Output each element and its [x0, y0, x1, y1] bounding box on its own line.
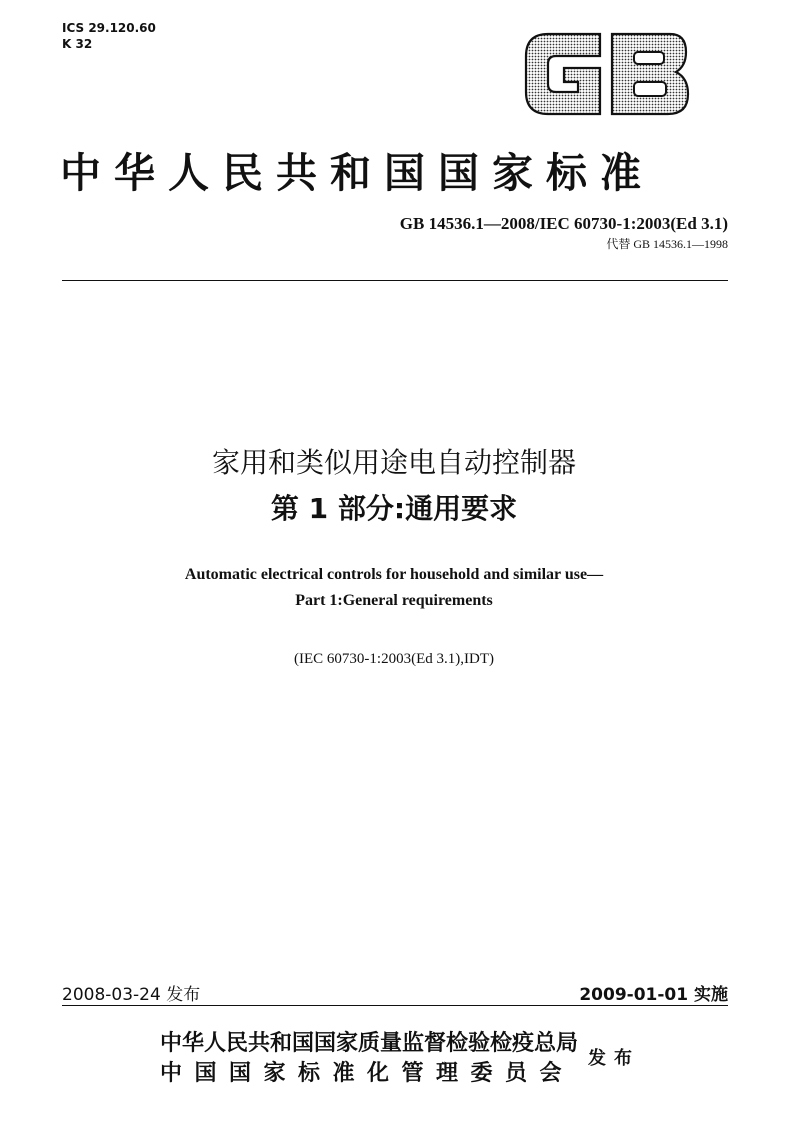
gb-logo — [522, 28, 690, 118]
bottom-divider — [62, 1005, 728, 1006]
replaces-note: 代替 GB 14536.1—1998 — [606, 237, 728, 251]
chinese-title-line-1: 家用和类似用途电自动控制器 — [211, 446, 576, 479]
issuer-aqsiq: 中华人民共和国国家质量监督检验检疫总局 — [160, 1030, 579, 1056]
chinese-title-line-2: 第 1 部分:通用要求 — [270, 492, 518, 525]
english-title-line-2: Part 1:General requirements — [295, 592, 493, 609]
english-title — [0, 562, 788, 614]
national-standard-title: 中华人民共和国国家标准 — [60, 149, 654, 197]
issuing-authorities — [160, 1028, 579, 1088]
classification-codes — [62, 20, 156, 52]
english-title-line-1: Automatic electrical controls for household and similar use— — [184, 566, 604, 583]
top-divider — [62, 280, 728, 281]
publish-label: 发布 — [588, 1048, 640, 1069]
implementation-date: 2009-01-01 实施 — [579, 985, 728, 1005]
standard-number: GB 14536.1—2008/IEC 60730-1:2003(Ed 3.1) — [399, 214, 728, 233]
chinese-title — [0, 440, 788, 532]
equivalence-note: (IEC 60730-1:2003(Ed 3.1),IDT) — [294, 651, 494, 667]
issue-date: 2008-03-24 发布 — [62, 985, 201, 1005]
ccs-code: K 32 — [62, 37, 93, 51]
issuer-sac: 中国国家标准化管理委员会 — [160, 1060, 575, 1086]
standard-number-block — [400, 212, 728, 252]
ics-code: ICS 29.120.60 — [62, 21, 156, 35]
